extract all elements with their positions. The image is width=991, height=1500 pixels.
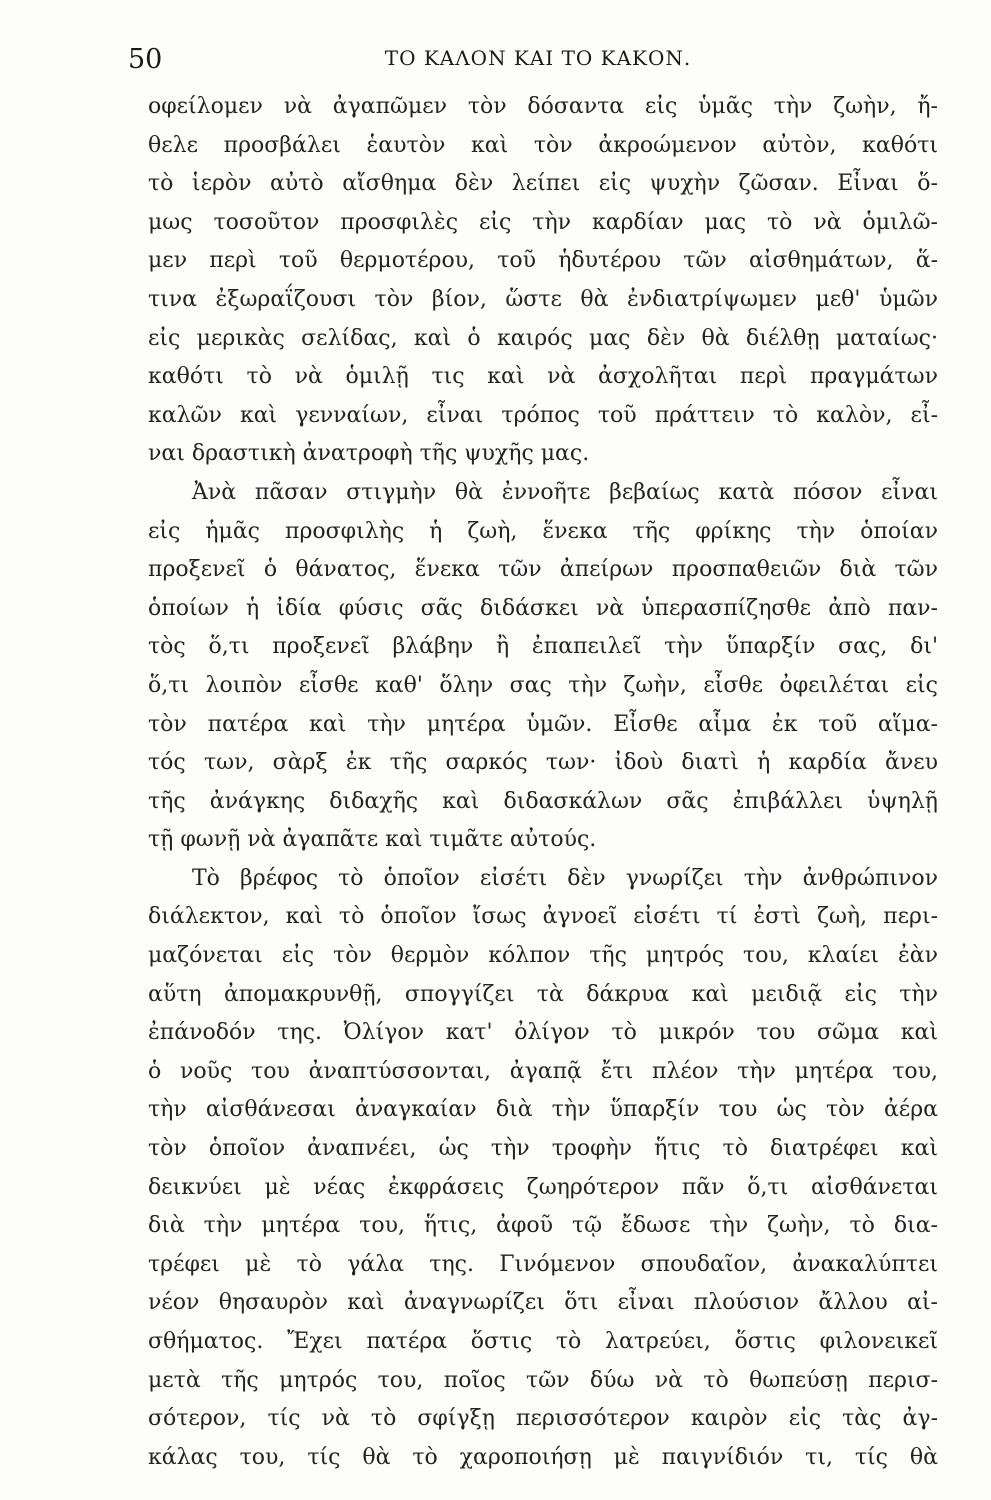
body-text — [148, 88, 938, 1477]
text-line: σθήματος. Ἔχει πατέρα ὅστις τὸ λατρεύει, ὅστις φιλονεικεῖ — [148, 1329, 938, 1354]
text-line: οφείλομεν νὰ ἀγαπῶμεν τὸν δόσαντα εἰς ὑμᾶς τὴν ζωὴν, ἤ- — [148, 94, 938, 119]
text-line: μαζόνεται εἰς τὸν θερμὸν κόλπον τῆς μητρός του, κλαίει ἐὰν — [148, 943, 938, 969]
text-line: Τὸ βρέφος τὸ ὁποῖον εἰσέτι δὲν γνωρίζει τὴν ἀνθρώπινον — [192, 865, 938, 891]
text-line: τός των, σὰρξ ἐκ τῆς σαρκός των· ἰδοὺ διατὶ ἡ καρδία ἄνευ — [148, 750, 938, 776]
text-line: σότερον, τίς νὰ τὸ σφίγξῃ περισσότερον καιρὸν εἰς τὰς ἀγ- — [148, 1406, 938, 1432]
text-line: τῆς ἀνάγκης διδαχῆς καὶ διδασκάλων σᾶς ἐπιβάλλει ὑψηλῇ — [148, 788, 938, 814]
text-line: Ἀνὰ πᾶσαν στιγμὴν θὰ ἐννοῆτε βεβαίως κατὰ πόσον εἶναι — [192, 479, 938, 505]
text-line: εἰς ἡμᾶς προσφιλὴς ἡ ζωὴ, ἕνεκα τῆς φρίκης τὴν ὁποίαν — [148, 518, 938, 544]
text-line: τὸν ὁποῖον ἀναπνέει, ὡς τὴν τροφὴν ἥτις τὸ διατρέφει καὶ — [148, 1136, 938, 1162]
text-line: ὁ νοῦς του ἀναπτύσσονται, ἀγαπᾷ ἔτι πλέον τὴν μητέρα του, — [148, 1058, 938, 1084]
text-line: διάλεκτον, καὶ τὸ ὁποῖον ἴσως ἀγνοεῖ εἰσέτι τί ἐστὶ ζωὴ, περι- — [148, 904, 938, 930]
text-line: τὸ ἱερὸν αὐτὸ αἴσθημα δὲν λείπει εἰς ψυχὴν ζῶσαν. Εἶναι ὅ- — [148, 171, 938, 197]
text-line: τὴν αἰσθάνεσαι ἀναγκαίαν διὰ τὴν ὕπαρξίν του ὡς τὸν ἀέρα — [148, 1097, 938, 1123]
text-line: εἰς μερικὰς σελίδας, καὶ ὁ καιρός μας δὲν θὰ διέλθῃ ματαίως· — [148, 325, 938, 351]
text-line: τινα ἐξωραΐζουσι τὸν βίον, ὥστε θὰ ἐνδιατρίψωμεν μεθ' ὑμῶν — [148, 286, 938, 312]
text-line: τὸν πατέρα καὶ τὴν μητέρα ὑμῶν. Εἶσθε αἷμα ἐκ τοῦ αἵμα- — [148, 711, 938, 737]
text-line: αὕτη ἀπομακρυνθῇ, σπογγίζει τὰ δάκρυα καὶ μειδιᾷ εἰς τὴν — [148, 981, 938, 1007]
text-line: μετὰ τῆς μητρός του, ποῖος τῶν δύω νὰ τὸ θωπεύσῃ περισ- — [148, 1367, 938, 1393]
text-line: προξενεῖ ὁ θάνατος, ἕνεκα τῶν ἀπείρων προσπαθειῶν διὰ τῶν — [148, 557, 938, 583]
text-line: καθότι τὸ νὰ ὁμιλῇ τις καὶ νὰ ἀσχολῆται περὶ πραγμάτων — [148, 364, 938, 390]
text-line: ὅ,τι λοιπὸν εἶσθε καθ' ὅλην σας τὴν ζωὴν, εἶσθε ὀφειλέται εἰς — [148, 672, 938, 698]
text-line: μεν περὶ τοῦ θερμοτέρου, τοῦ ἡδυτέρου τῶν αἰσθημάτων, ἅ- — [148, 248, 938, 274]
page-header — [128, 44, 948, 84]
text-line: τῇ φωνῇ νὰ ἀγαπᾶτε καὶ τιμᾶτε αὐτούς. — [148, 827, 597, 853]
text-line: ναι δραστικὴ ἀνατροφὴ τῆς ψυχῆς μας. — [148, 441, 590, 467]
text-line: ἐπάνοδόν της. Ὀλίγον κατ' ὀλίγον τὸ μικρόν του σῶμα καὶ — [148, 1020, 938, 1046]
text-line: κάλας του, τίς θὰ τὸ χαροποιήσῃ μὲ παιγνίδιόν τι, τίς θὰ — [148, 1444, 938, 1470]
running-title: ΤΟ ΚΑΛΟΝ ΚΑΙ ΤΟ ΚΑΚΟΝ. — [384, 46, 692, 70]
text-line: δεικνύει μὲ νέας ἐκφράσεις ζωηρότερον πᾶν ὅ,τι αἰσθάνεται — [148, 1174, 938, 1200]
text-line: διὰ τὴν μητέρα του, ἥτις, ἀφοῦ τῷ ἔδωσε τὴν ζωὴν, τὸ δια- — [148, 1213, 938, 1239]
text-line: ὁποίων ἡ ἰδία φύσις σᾶς διδάσκει νὰ ὑπερασπίζησθε ἀπὸ παν- — [148, 595, 938, 621]
text-line: θελε προσβάλει ἑαυτὸν καὶ τὸν ἀκροώμενον αὐτὸν, καθότι — [148, 132, 938, 158]
text-line: καλῶν καὶ γενναίων, εἶναι τρόπος τοῦ πράττειν τὸ καλὸν, εἶ- — [148, 402, 938, 428]
text-line: μως τοσοῦτον προσφιλὲς εἰς τὴν καρδίαν μας τὸ νὰ ὁμιλῶ- — [148, 209, 938, 235]
text-line: τὸς ὅ,τι προξενεῖ βλάβην ἢ ἐπαπειλεῖ τὴν ὕπαρξίν σας, δι' — [148, 634, 938, 660]
text-line: νέον θησαυρὸν καὶ ἀναγνωρίζει ὅτι εἶναι πλούσιον ἄλλου αἰ- — [148, 1290, 938, 1316]
text-line: τρέφει μὲ τὸ γάλα της. Γινόμενον σπουδαῖον, ἀνακαλύπτει — [148, 1251, 938, 1277]
page-number: 50 — [128, 44, 163, 75]
